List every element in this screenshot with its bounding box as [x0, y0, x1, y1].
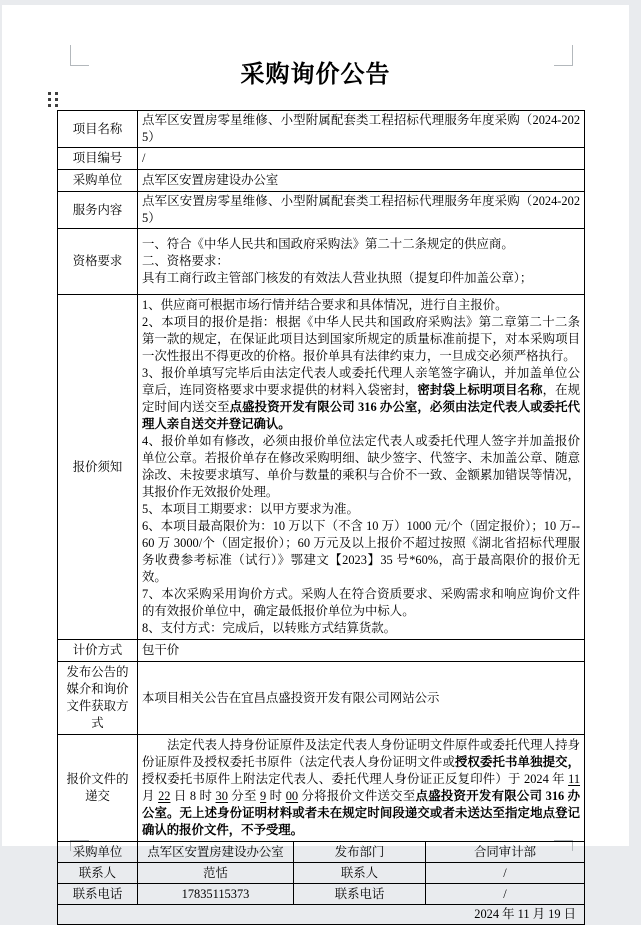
contact-cell: 联系人 — [294, 863, 426, 884]
page-title: 采购询价公告 — [240, 62, 391, 88]
contact-cell: 范恬 — [138, 863, 294, 884]
contact-cell: 发布部门 — [294, 842, 426, 863]
document-page — [2, 5, 629, 921]
table-row — [58, 170, 585, 192]
date-row — [58, 905, 585, 925]
row-label: 计价方式 — [58, 640, 138, 662]
row-label: 发布公告的媒介和询价文件获取方式 — [58, 662, 138, 735]
contact-cell: / — [426, 884, 585, 905]
row-content: 一、符合《中华人民共和国政府采购法》第二十二条规定的供应商。 二、资格要求： 具有工商行政主管部门核发的有效法人营业执照（提复印件加盖公章）； — [138, 229, 585, 295]
contact-row — [58, 863, 585, 884]
row-content: 包干价 — [138, 640, 585, 662]
table-row — [58, 735, 585, 842]
table-row — [58, 229, 585, 295]
table-row — [58, 662, 585, 735]
row-content: 法定代表人持身份证原件及法定代表人身份证明文件原件或委托代理人持身份证原件及授权委托书原件（法定代表人身份证明文件或授权委托书单独提交，授权委托书原件上附法定代表人、委托代理人身份证正反复印件）于 2024 年 11 月 22 日 8 时 30 分至 9 时 00 分将报价文件送交至点盛投资开发有限公司 316 办公室。无上述身份证明材料或者未在规定时间段递交或者未送达至指定地点登记确认的报价文件，不予受理。 — [138, 735, 585, 842]
contact-cell: 合同审计部 — [426, 842, 585, 863]
row-content: 本项目相关公告在宜昌点盛投资开发有限公司网站公示 — [138, 662, 585, 735]
contact-row — [58, 842, 585, 863]
row-content: / — [138, 148, 585, 170]
contact-cell: / — [426, 863, 585, 884]
row-label: 报价文件的递交 — [58, 735, 138, 842]
table-move-handle-icon[interactable] — [48, 92, 58, 107]
announcement-date: 2024 年 11 月 19 日 — [58, 905, 585, 925]
row-label: 采购单位 — [58, 170, 138, 192]
contact-cell: 联系人 — [58, 863, 138, 884]
table-row — [58, 295, 585, 640]
contact-cell: 17835115373 — [138, 884, 294, 905]
table-row — [58, 640, 585, 662]
row-content: 点军区安置房建设办公室 — [138, 170, 585, 192]
contact-body — [58, 842, 585, 905]
row-content: 点军区安置房零星维修、小型附属配套类工程招标代理服务年度采购（2024-2025） — [138, 192, 585, 229]
contact-cell: 点军区安置房建设办公室 — [138, 842, 294, 863]
contact-row — [58, 884, 585, 905]
row-label: 项目名称 — [58, 111, 138, 148]
table-body — [58, 111, 585, 842]
contact-cell: 联系电话 — [58, 884, 138, 905]
announcement-table — [57, 110, 585, 925]
row-label: 报价须知 — [58, 295, 138, 640]
table-row — [58, 148, 585, 170]
row-content: 1、供应商可根据市场行情并结合要求和具体情况，进行自主报价。 2、本项目的报价是指：根据《中华人民共和国政府采购法》第二章第二十二条第一款的规定，在保证此项目达到国家所规定的质量标准前提下，对本采购项目一次性报出不得更改的价格。报价单具有法律约束力，一旦成交必须严格执行。 3、报价单填写完毕后由法定代表人或委托代理人亲笔签字确认，并加盖单位公章后，连同资格要求中要求提供的材料入袋密封，密封袋上标明项目名称，在规定时间内送交至点盛投资开发有限公司 316 办公室，必须由法定代表人或委托代理人亲自送交并登记确认。 4、报价单如有修改，必须由报价单位法定代表人或委托代理人签字并加盖报价单位公章。若报价单存在修改采购明细、缺少签字、代签字、未加盖公章、随意涂改、未按要求填写、单价与数量的乘积与合价不一致、金额累加错误等情况，其报价作无效报价处理。 5、本项目工期要求：以甲方要求为准。 6、本项目最高限价为：10 万以下（不含 10 万）1000 元/个（固定报价）；10 万--60 万 3000/个（固定报价）；60 万元及以上报价不超过按照《湖北省招标代理服务收费参考标准（试行）》鄂建文【2023】35 号*60%，高于最高限价的报价无效。 7、本次采购采用询价方式。采购人在符合资质要求、采购需求和响应询价文件的有效报价单位中，确定最低报价单位为中标人。 8、支付方式：完成后，以转账方式结算货款。 — [138, 295, 585, 640]
row-label: 资格要求 — [58, 229, 138, 295]
table-row — [58, 192, 585, 229]
contact-cell: 采购单位 — [58, 842, 138, 863]
row-label: 服务内容 — [58, 192, 138, 229]
contact-cell: 联系电话 — [294, 884, 426, 905]
row-content: 点军区安置房零星维修、小型附属配套类工程招标代理服务年度采购（2024-2025） — [138, 111, 585, 148]
row-label: 项目编号 — [58, 148, 138, 170]
table-row — [58, 111, 585, 148]
